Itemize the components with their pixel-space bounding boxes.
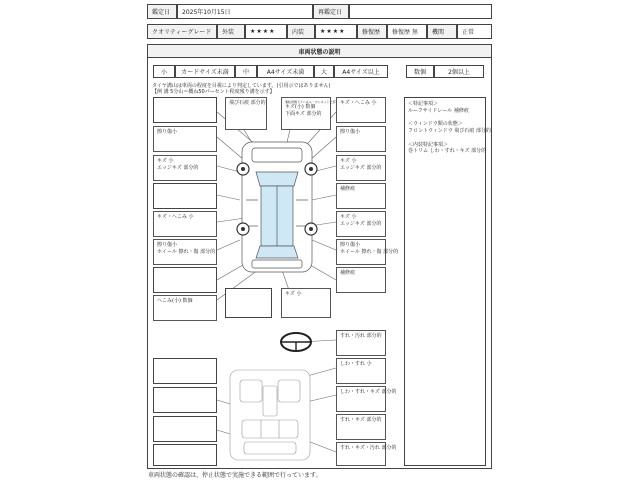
remarks-window-1: フロントウィンドウ 飛び石痕 部分的 [408,128,491,134]
note-front-center-right: 運転席側ドアパネル・ボンネット上部 キズ(小) 数個 下面キズ 部分的 [281,97,331,130]
legend-small-desc: カードサイズ未満 [175,65,235,78]
note-interior-1: すれ・汚れ 部分的 [336,330,386,356]
exterior-label: 外装 [217,24,245,39]
remarks-panel [404,97,491,466]
interior-label: 内装 [287,24,315,39]
legend-medium: 中 [235,65,257,78]
note-interior-5: すれ・キズ・汚れ 部分的 [336,442,386,466]
note-left-6: 擦り傷小 ホイール 擦れ・傷 部分的 [153,239,217,265]
engine-value: 正常 [457,24,492,39]
note-box-rear-center-left-empty [225,288,272,318]
note-right-2: 擦り傷小 [336,126,386,152]
footer-note: 車両状態の確認は、停止状態で実施できる範囲で行っています。 [148,472,322,479]
inspection-date-value: 2025年10月15日 [177,4,313,19]
note-right-6: 擦り傷小 ホイール 擦れ・傷 部分的 [336,239,386,265]
note-box-interior-left-3-empty [153,416,217,442]
quality-grade-label: クオリティーグレード [147,24,217,39]
repair-history-value: 修復歴 無 [387,24,427,39]
note-right-3: キズ 小 エッジキズ 部分的 [336,155,386,181]
note-box-interior-left-1-empty [153,358,217,384]
remarks-interior-title: ＜内装特記事項＞ [408,141,449,148]
note-interior-2: しわ・すれ 小 [336,358,386,384]
note-interior-4: すれ・キズ 部分的 [336,414,386,440]
remarks-special-1: ルーフサイドレール 補修痕 [408,107,469,114]
note-left-5: キズ・へこみ 小 [153,211,217,237]
reinspection-date-label: 再鑑定日 [313,4,349,19]
repair-history-label: 修復歴 [357,24,387,39]
note-box-left-7-empty [153,267,217,293]
tire-note-line-2: 【例 溝 5分山＝概ね50パーセント程度残り溝を示す】 [152,89,275,95]
legend-quantity-value: 2個以上 [434,65,484,78]
remarks-interior-1: 巻トリム しわ・すれ・キズ 部分的 [408,148,487,155]
note-front-right: キズ・へこみ 小 [336,97,386,123]
note-interior-3: しわ・すれ・キズ 部分的 [336,386,386,412]
remarks-special-title: ＜特記事項＞ [408,101,439,107]
section-title: 車両状態の説明 [147,44,492,58]
legend-medium-desc: A4サイズ未満 [257,65,314,78]
note-right-7: 補修痕 [336,267,386,293]
note-box-front-left-empty [153,97,217,123]
note-box-interior-left-2-empty [153,387,217,413]
note-left-3: キズ 小 エッジキズ 部分的 [153,155,217,181]
legend-large-desc: A4サイズ以上 [334,65,388,78]
note-left-2: 擦り傷小 [153,126,217,152]
tire-note-line-1: タイヤ溝山は車両の程度を目視により判定しています。(引用示ではありません) [152,83,331,89]
note-right-4: 補修痕 [336,183,386,209]
note-rear-center: キズ 小 [281,288,331,318]
note-box-interior-left-4-empty [153,444,217,466]
note-front-center-left: 飛び石痕 部分的 [225,97,267,130]
interior-rating: ★★★★ [315,24,357,39]
remarks-window-title: ＜ウィンドウ類の状態＞ [408,121,463,128]
legend-small: 小 [153,65,175,78]
note-right-5: キズ 小 エッジキズ 部分的 [336,211,386,237]
exterior-rating: ★★★★ [245,24,287,39]
legend-large: 大 [314,65,334,78]
inspection-date-label: 鑑定日 [147,4,177,19]
note-box-left-4-empty [153,183,217,209]
engine-label: 機関 [427,24,457,39]
note-left-8: へこみ(小) 数個 [153,295,217,321]
remarks-spacer-2 [408,135,482,142]
legend-quantity-label: 数個 [406,65,434,78]
